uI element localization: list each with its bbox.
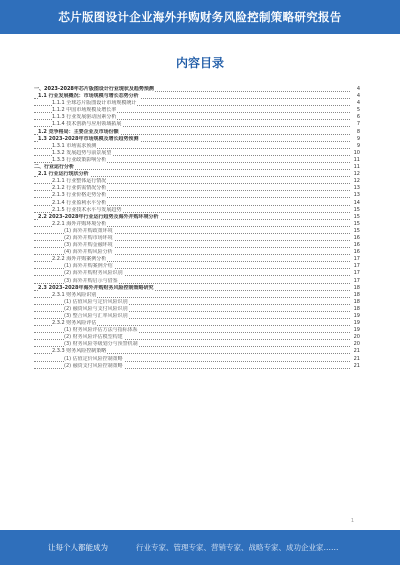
toc-entry-page: 18 [353,284,360,291]
toc-entry-label: 2.2 2023-2028年行业运行趋势及海外并购环境分析 [38,213,159,220]
toc-entry-page: 14 [353,199,360,206]
toc-entry-label: 1.2 竞争格局：主要企业及市场份额 [38,128,119,135]
toc-entry-label: (3) 海外并购启示与借鉴 [64,277,118,284]
toc-entry-label: (3) 财务风险等级划分与预警机制 [64,341,138,348]
toc-entry-page: 12 [353,171,360,178]
toc-entry-label: 2.2.1 海外并购环境分析 [52,220,107,227]
toc-entry-label: 1.3 2023-2028年市场规模及增长趋势预测 [38,135,139,142]
toc-entry-label: 2.3.3 财务风险控制策略 [52,348,107,355]
toc-entry[interactable] [34,341,360,348]
toc-entry-label: 1.1.2 中国市场规模及增长率 [52,107,117,114]
toc-entry-label: (4) 海外并购风险分析 [64,249,113,256]
toc-entry[interactable] [34,278,360,285]
toc-entry[interactable] [34,121,360,128]
toc-entry[interactable] [34,356,360,363]
toc-entry-label: (2) 融资风险与支付风险识别 [64,305,128,312]
toc-entry-page: 17 [353,270,360,277]
table-of-contents [34,86,360,370]
toc-entry-label: (2) 财务风险评估模型构建 [64,334,123,341]
toc-entry[interactable] [34,221,360,228]
toc-entry-page: 16 [353,234,360,241]
toc-heading: 内容目录 [175,56,224,70]
toc-entry-page: 11 [353,156,360,163]
toc-entry-label: 1.1.4 技术创新与应用领域拓展 [52,121,122,128]
toc-entry-label: 2.1.1 行业整体运行情况 [52,178,107,185]
toc-entry-label: 2.1.2 行业供需情况分析 [52,185,107,192]
toc-entry-label: 2.3.1 财务风险识别 [52,291,97,298]
toc-entry-page: 17 [353,277,360,284]
toc-entry[interactable] [34,249,360,256]
toc-entry-label: (2) 融资支付风险控制策略 [64,362,123,369]
toc-entry-label: 2.3.2 财务风险评估 [52,320,97,327]
toc-entry-page: 15 [353,220,360,227]
toc-entry-page: 20 [353,334,360,341]
toc-entry[interactable] [34,178,360,185]
toc-entry[interactable] [34,129,360,136]
toc-entry-page: 8 [356,128,360,135]
toc-entry-label: 1.3.2 发展趋势与前景展望 [52,149,112,156]
toc-entry[interactable] [34,285,360,292]
toc-entry-label: (2) 海外并购财务风险识别 [64,270,123,277]
toc-entry-page: 16 [353,249,360,256]
toc-entry-label: 2.2.2 海外并购案例分析 [52,256,107,263]
toc-entry-page: 17 [353,263,360,270]
toc-entry-page: 21 [353,355,360,362]
footer-tags: 行业专家、管理专家、营销专家、战略专家、成功企业家…… [136,543,339,552]
toc-entry[interactable] [34,306,360,313]
toc-entry-page: 4 [356,86,360,92]
toc-entry-label: 1.3.3 行业政策影响分析 [52,156,107,163]
toc-entry-label: 1.3.1 市场需求预测 [52,142,97,149]
toc-entry-page: 4 [356,93,360,100]
toc-entry[interactable] [34,164,360,171]
toc-entry[interactable] [34,270,360,277]
toc-entry-label: 1.1.3 行业发展驱动因素分析 [52,114,117,121]
toc-entry-label: 1.1.1 全球芯片版图设计市场规模统计 [52,100,137,107]
toc-entry-page: 15 [353,227,360,234]
toc-entry-page: 16 [353,242,360,249]
footer-bar [0,530,400,565]
toc-entry-page: 15 [353,206,360,213]
toc-entry-page: 12 [353,178,360,185]
toc-entry[interactable] [34,185,360,192]
toc-entry-label: (1) 海外并购政策环境 [64,227,113,234]
toc-entry[interactable] [34,136,360,143]
toc-leader-dots [34,169,350,170]
toc-entry[interactable] [34,228,360,235]
toc-entry-page: 10 [353,149,360,156]
toc-entry-page: 4 [356,100,360,107]
toc-entry-page: 13 [353,185,360,192]
toc-entry-page: 6 [356,114,360,121]
toc-entry[interactable] [34,363,360,370]
toc-entry-page: 15 [353,213,360,220]
toc-entry-label: (3) 海外并购金融环境 [64,242,113,249]
toc-entry-page: 19 [353,313,360,319]
toc-entry[interactable] [34,143,360,150]
toc-entry[interactable] [34,107,360,114]
toc-entry-page: 17 [353,256,360,263]
toc-entry[interactable] [34,171,360,178]
page-number: 1 [350,518,354,524]
toc-entry[interactable] [34,242,360,249]
toc-entry-label: (3) 整合风险与汇率风险识别 [64,313,128,319]
toc-entry[interactable] [34,327,360,334]
toc-entry[interactable] [34,263,360,270]
toc-entry[interactable] [34,292,360,299]
toc-entry-page: 19 [353,327,360,334]
toc-entry[interactable] [34,192,360,199]
toc-entry-page: 18 [353,291,360,298]
toc-entry-label: 1.1 行业发展概况：市场规模与增长态势分析 [38,93,139,100]
toc-entry-label: 二、行业运行分析 [34,164,75,171]
toc-entry[interactable] [34,207,360,214]
toc-entry-label: 2.3 2023-2028年海外并购财务风险控制策略研究 [38,284,154,291]
toc-entry[interactable] [34,214,360,221]
toc-entry-page: 5 [356,107,360,114]
toc-entry-label: 一、2023-2028年芯片版图设计行业现状及趋势预测 [34,86,154,92]
toc-entry[interactable] [34,157,360,164]
toc-entry-page: 20 [353,341,360,348]
toc-entry-page: 13 [353,192,360,199]
toc-entry-page: 7 [356,121,360,128]
header-bar [0,0,400,34]
toc-entry-label: 2.1 行业运行现状分析 [38,171,89,178]
report-title: 芯片版图设计企业海外并购财务风险控制策略研究报告 [58,10,342,24]
toc-entry[interactable] [34,299,360,306]
toc-entry[interactable] [34,348,360,355]
toc-entry[interactable] [34,100,360,107]
toc-entry-label: 2.1.5 行业技术水平与发展趋势 [52,206,122,213]
toc-entry-page: 21 [353,362,360,369]
toc-entry[interactable] [34,320,360,327]
toc-entry[interactable] [34,235,360,242]
toc-entry-page: 21 [353,348,360,355]
toc-entry[interactable] [34,200,360,207]
toc-entry-label: (1) 海外并购案例介绍 [64,263,113,270]
toc-entry-page: 18 [353,298,360,305]
toc-entry[interactable] [34,86,360,93]
toc-entry-page: 11 [353,164,360,171]
toc-entry-label: (1) 财务风险评估方法与指标体系 [64,327,138,334]
toc-entry-label: 2.1.4 行业盈利水平分析 [52,199,107,206]
toc-entry-label: (2) 海外并购市场环境 [64,234,113,241]
toc-entry[interactable] [34,256,360,263]
footer-slogan: 让每个人都能成为 [48,543,108,552]
toc-entry[interactable] [34,93,360,100]
toc-entry-page: 9 [356,135,360,142]
toc-entry-page: 19 [353,320,360,327]
toc-entry-page: 9 [356,142,360,149]
toc-entry[interactable] [34,313,360,320]
toc-entry-label: (1) 估值风险与定价风险识别 [64,298,128,305]
toc-entry-label: (1) 估值定价风险控制策略 [64,355,123,362]
toc-entry[interactable] [34,114,360,121]
toc-entry-label: 2.1.3 行业价格走势分析 [52,192,107,199]
toc-entry[interactable] [34,150,360,157]
toc-entry-page: 18 [353,305,360,312]
toc-entry[interactable] [34,334,360,341]
